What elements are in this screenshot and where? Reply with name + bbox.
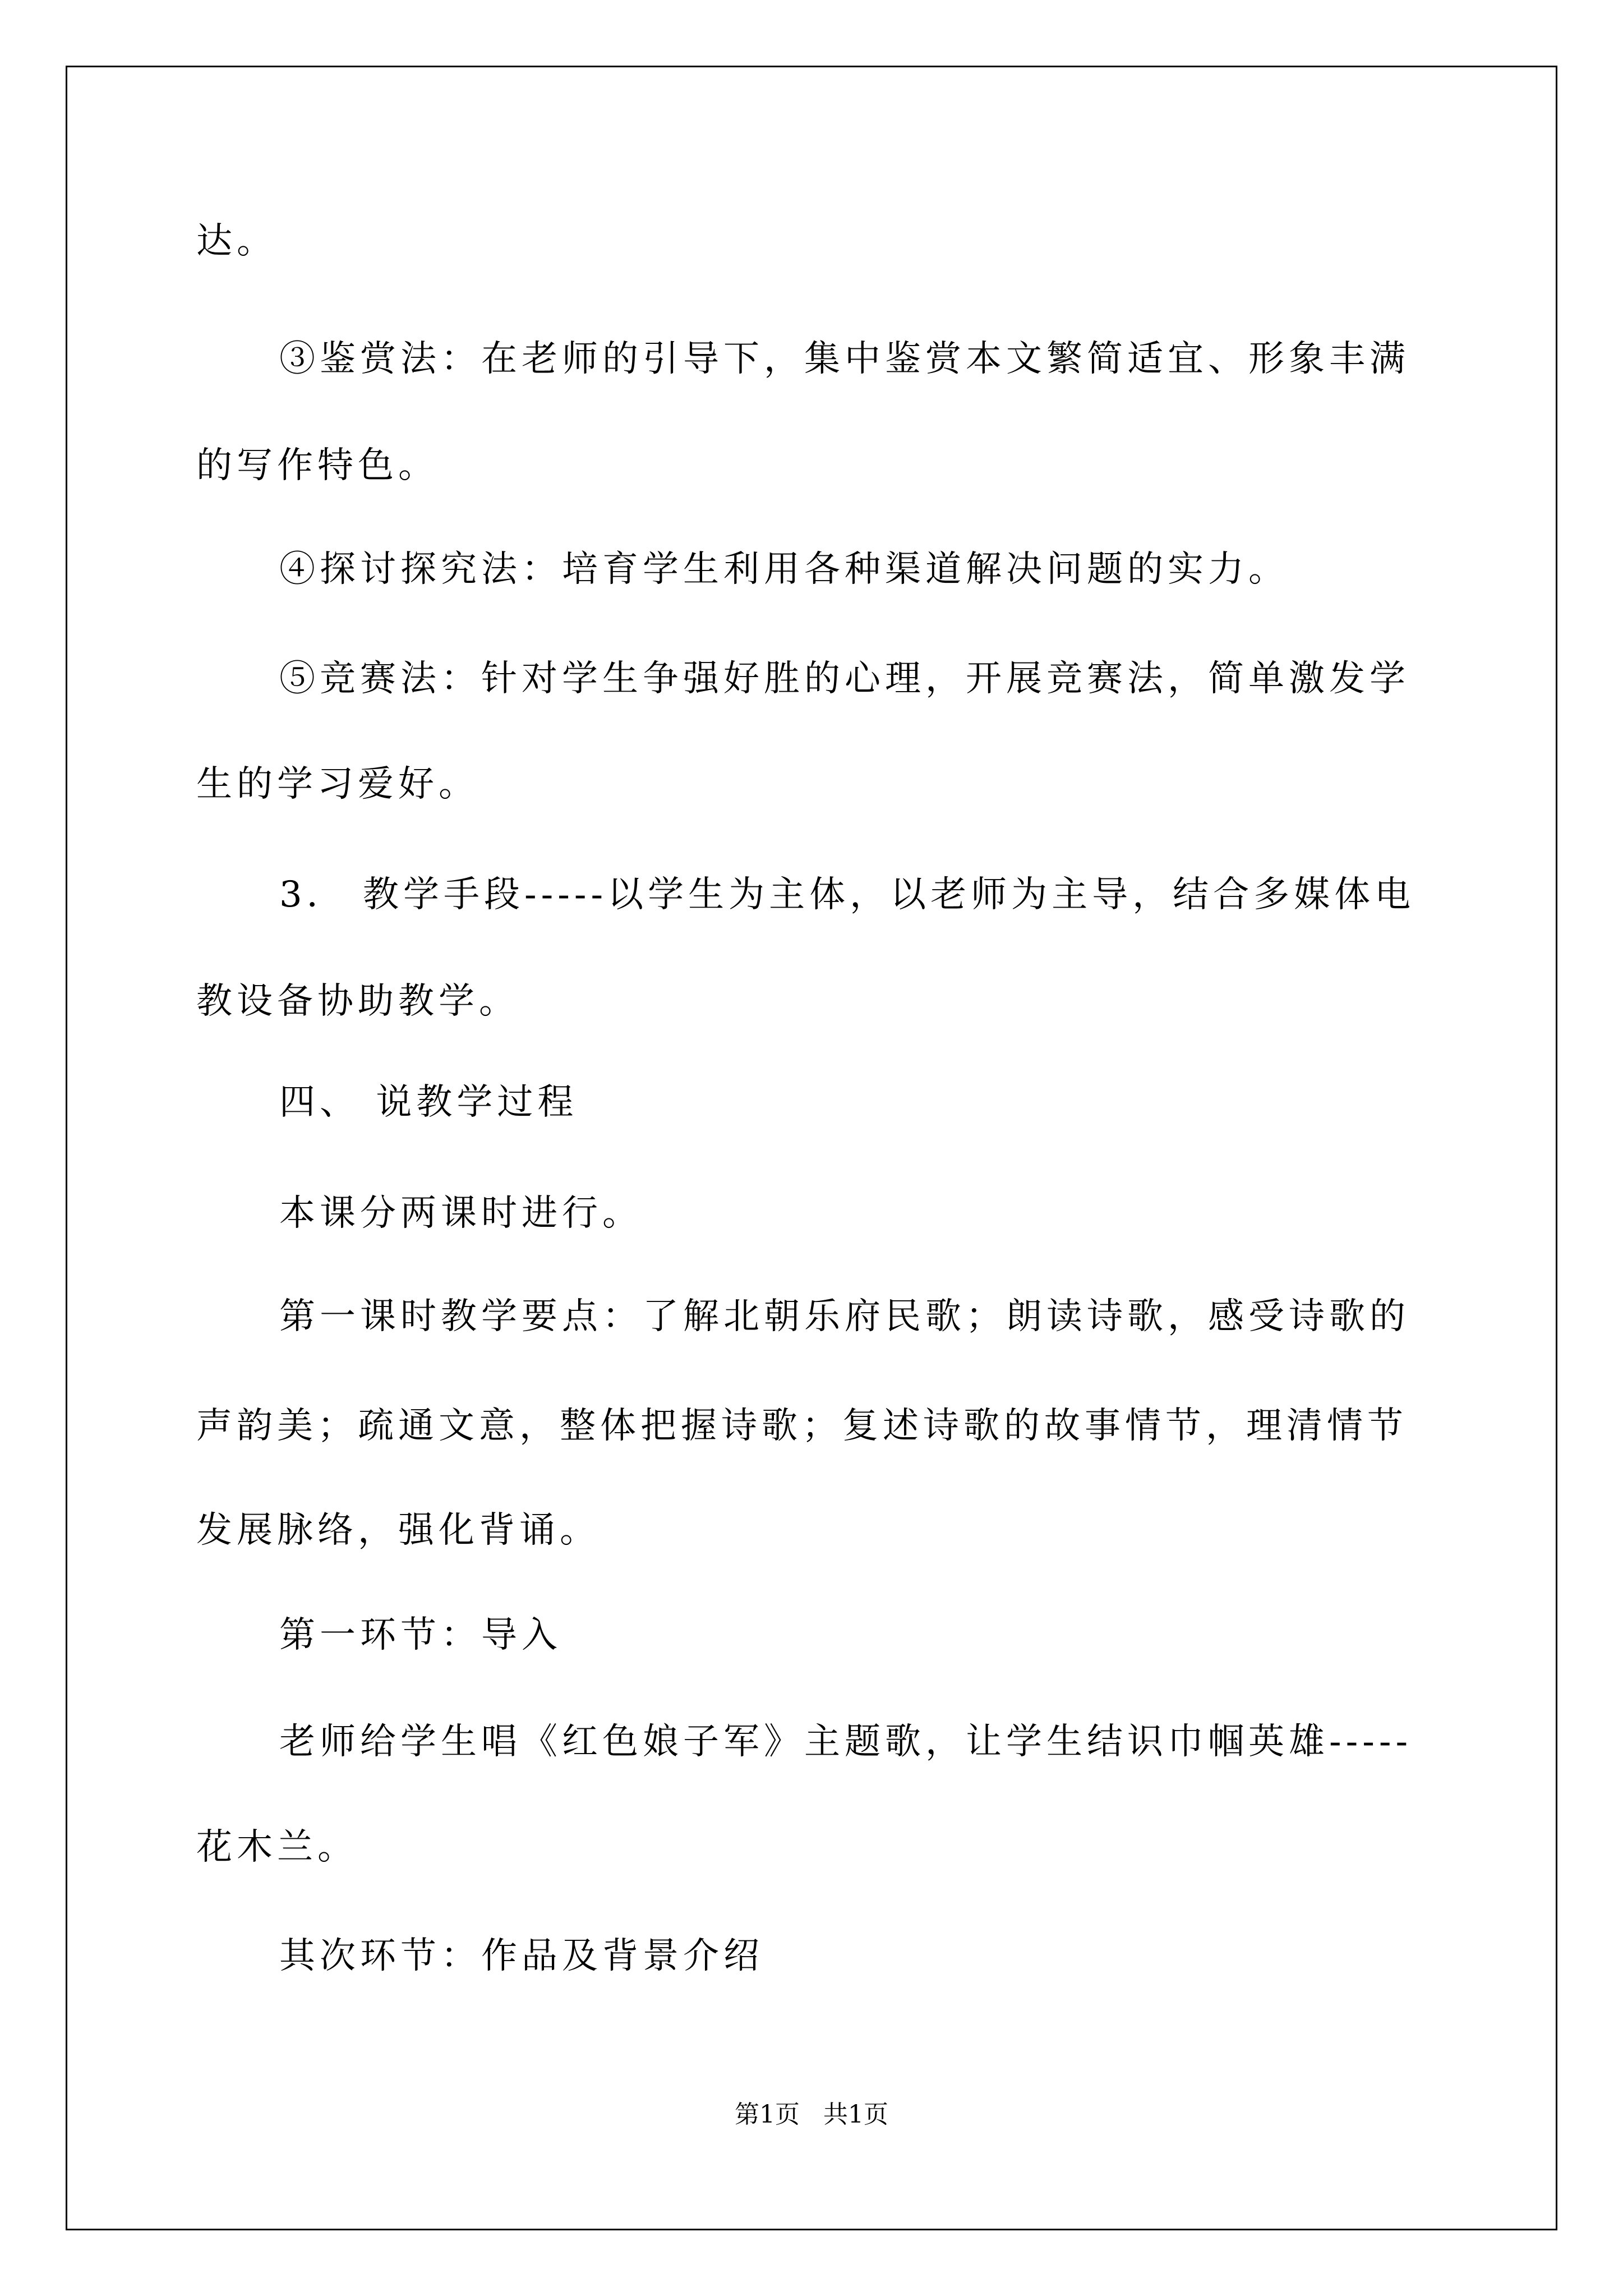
text-line: 本课分两课时进行。	[279, 1193, 643, 1234]
section-heading: 四、 说教学过程	[279, 1082, 578, 1123]
page-border	[66, 66, 1557, 2230]
text-line: 声韵美；疏通文意，整体把握诗歌；复述诗歌的故事情节，理清情节	[196, 1405, 1408, 1447]
text-line: 第一课时教学要点：了解北朝乐府民歌；朗读诗歌，感受诗歌的	[279, 1296, 1410, 1337]
text-line: ⑤竞赛法：针对学生争强好胜的心理，开展竞赛法，简单激发学	[279, 658, 1410, 700]
text-line: 3． 教学手段-----以学生为主体，以老师为主导，结合多媒体电	[279, 874, 1415, 915]
text-line: 发展脉络，强化背诵。	[196, 1510, 600, 1551]
text-line: 其次环节：作品及背景介绍	[279, 1935, 764, 1977]
text-line: 老师给学生唱《红色娘子军》主题歌，让学生结识巾帼英雄-----	[279, 1721, 1413, 1763]
text-line: 花木兰。	[196, 1826, 358, 1868]
text-line: 第一环节：导入	[279, 1614, 562, 1656]
text-line: 达。	[196, 220, 277, 262]
text-line: 生的学习爱好。	[196, 763, 479, 805]
page-footer: 第1页 共1页	[735, 2100, 888, 2129]
text-line: 的写作特色。	[196, 445, 439, 486]
text-line: ④探讨探究法：培育学生利用各种渠道解决问题的实力。	[279, 549, 1289, 590]
text-line: 教设备协助教学。	[196, 981, 519, 1022]
text-line: ③鉴赏法：在老师的引导下，集中鉴赏本文繁简适宜、形象丰满	[279, 338, 1410, 380]
